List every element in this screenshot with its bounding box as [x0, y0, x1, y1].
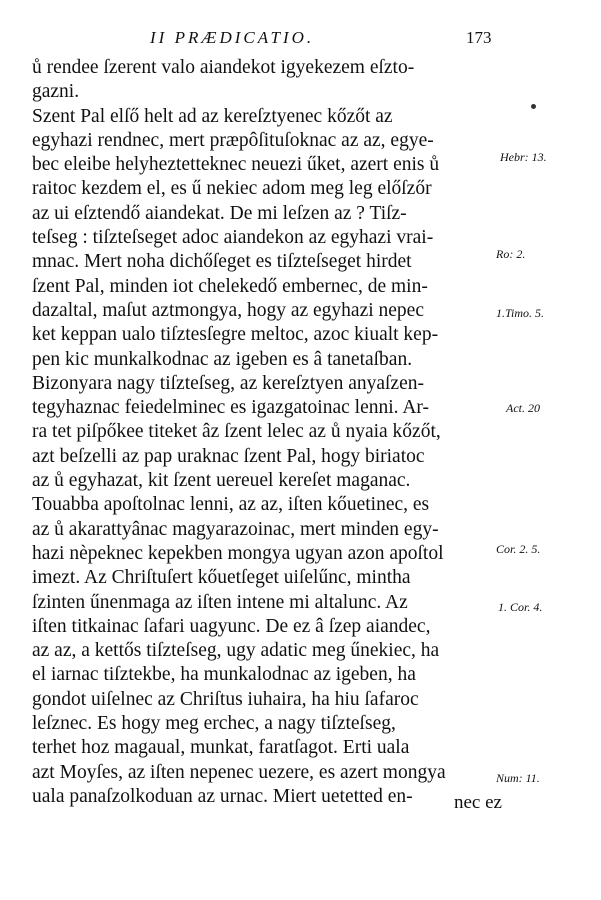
text-line: pen kic munkalkodnac az igeben es â tanetaſban. — [32, 348, 413, 370]
text-line: gazni. — [32, 81, 80, 103]
running-title: II PRÆDICATIO. — [150, 28, 315, 47]
text-line: hazi nèpeknec kepekben mongya ugyan azon apoſtol — [32, 542, 444, 564]
text-line: el iarnac tiſztekbe, ha munkalodnac az igeben, ha — [32, 664, 416, 686]
text-line: raitoc kezdem el, es ű nekiec adom meg leg előſzőr — [32, 178, 432, 200]
text-line: Touabba apoſtolnac lenni, az az, iſten kőuetinec, es — [32, 494, 430, 516]
text-line: leſznec. Es hogy meg erchec, a nagy tiſzteſseg, — [32, 713, 396, 735]
margin-note: Num: 11. — [496, 771, 540, 785]
text-line: Szent Pal elſő helt ad az kereſztyenec kőzőt az — [32, 105, 393, 127]
text-line: ů rendee ſzerent valo aiandekot igyekezem eſzto- — [32, 57, 415, 78]
text-line: ra tet piſpőkee titeket âz ſzent lelec az ů nyaia kőzőt, — [32, 421, 441, 443]
catchword: nec ez — [454, 792, 502, 813]
text-line: azt Moyſes, az iſten nepenec uezere, es azert mongya — [32, 761, 446, 783]
text-line: iſten titkainac ſafari uagyunc. De ez â ſzep aiandec, — [32, 615, 431, 637]
margin-note: Act. 20 — [506, 401, 540, 415]
margin-note: 1. Cor. 4. — [498, 600, 543, 614]
text-line: Bizonyara nagy tiſzteſseg, az kereſztyen anyaſzen- — [32, 372, 424, 394]
text-line: tegyhaznac feiedelminec es igazgatoinac lenni. Ar- — [32, 397, 429, 419]
text-line: az ů akarattyânac magyarazoinac, mert minden egy- — [32, 518, 439, 540]
text-line: terhet hoz magaual, munkat, faratſagot. Erti uala — [32, 737, 410, 759]
margin-note: Hebr: 13. — [500, 150, 547, 164]
margin-note: 1.Timo. 5. — [496, 306, 545, 320]
text-line: mnac. Mert noha dichőſeget es tiſzteſseget hirdet — [32, 251, 412, 273]
margin-notes — [496, 0, 596, 900]
text-line: az ui eſztendő aiandekat. De mi leſzen az ? Tiſz- — [32, 202, 407, 224]
text-line: bec eleibe helyheztetteknec neuezi űket, azert enis ů — [32, 154, 440, 176]
text-line: ſzinten űnenmaga az iſten intene mi altalunc. Az — [32, 591, 408, 613]
text-line: teſseg : tiſzteſseget adoc aiandekon az egyhazi vrai- — [32, 227, 434, 249]
text-line: imezt. Az Chriſtuſert kőuetſeget uiſelűnc, mintha — [32, 567, 411, 589]
text-line: ſzent Pal, minden iot chelekedő embernec, de min- — [32, 275, 428, 297]
margin-note: Ro: 2. — [496, 247, 526, 261]
text-line: gondot uiſelnec az Chriſtus iuhaira, ha hiu ſafaroc — [32, 688, 419, 710]
text-line: egyhazi rendnec, mert præpôſituſoknac az az, egye- — [32, 129, 434, 151]
text-line: dazaltal, maſut aztmongya, hogy az egyhazi nepec — [32, 299, 424, 321]
text-line: ket keppan ualo tiſztesſegre meltoc, azoc kiualt kep- — [32, 324, 439, 346]
text-line: azt beſzelli az pap uraknac ſzent Pal, hogy biriatoc — [32, 445, 425, 467]
text-line: az az, a kettős tiſzteſseg, ugy adatic meg űnekiec, ha — [32, 640, 440, 662]
page-number: 173 — [466, 28, 492, 47]
body-text — [32, 56, 502, 809]
text-line: uala panaſzolkoduan az urnac. Miert uetetted en- — [32, 785, 413, 807]
margin-note: Cor. 2. 5. — [496, 542, 541, 556]
text-line: az ů egyhazat, kit ſzent uereuel kereſet maganac. — [32, 470, 411, 492]
